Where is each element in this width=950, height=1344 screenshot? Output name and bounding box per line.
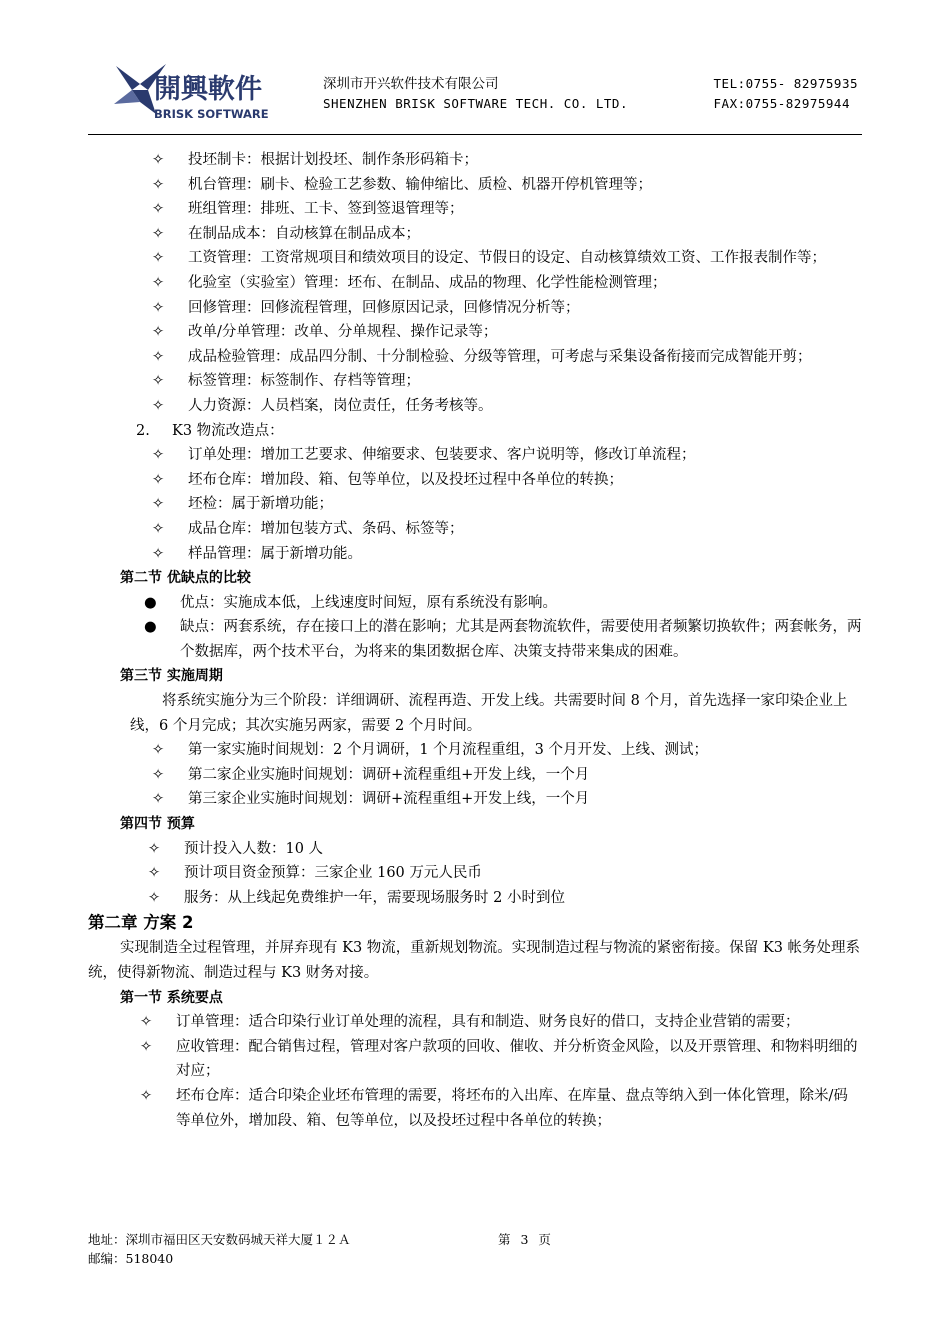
bullet-star-icon: ✧ [152, 791, 165, 808]
bullet-star-icon: ✧ [152, 373, 165, 390]
list-item-text: 工资管理：工资常规项目和绩效项目的设定、节假日的设定、自动核算绩效工资、工作报表制作等； [188, 250, 826, 267]
list-item-text: K3 物流改造点： [172, 422, 284, 439]
list-item [88, 492, 862, 517]
footer-postcode: 邮编：518040 [88, 1251, 174, 1266]
page-header [88, 58, 862, 135]
paragraph: 将系统实施分为三个阶段：详细调研、流程再造、开发上线。共需要时间 8 个月，首先选择一家印染企业上线，6 个月完成；其次实施另两家，需要 2 个月时间。 [130, 693, 848, 734]
bullet-star-icon: ✧ [152, 520, 165, 537]
list-item-text: 标签管理：标签制作、存档等管理； [188, 373, 420, 390]
bullet-star-icon: ✧ [152, 496, 165, 513]
list-item-text: 成品仓库：增加包装方式、条码、标签等； [188, 520, 464, 537]
list-item [88, 246, 862, 271]
list-item [88, 345, 862, 370]
bullet-star-icon: ✧ [140, 1014, 153, 1031]
list-item-text: 优点：实施成本低，上线速度时间短，原有系统没有影响。 [180, 594, 557, 611]
list-item-text: 订单管理：适合印染行业订单处理的流程，具有和制造、财务良好的借口，支持企业营销的需要； [176, 1014, 800, 1031]
list-item-text: 在制品成本：自动核算在制品成本； [188, 225, 420, 242]
paragraph: 实现制造全过程管理，并屏弃现有 K3 物流，重新规划物流。实现制造过程与物流的紧密衔接。保留 K3 帐务处理系统，使得新物流、制造过程与 K3 财务对接。 [88, 940, 861, 981]
list-item [88, 173, 862, 198]
list-item [88, 271, 862, 296]
list-item-text: 预计投入人数：10 人 [184, 840, 324, 857]
list-item [88, 222, 862, 247]
bullet-star-icon: ✧ [152, 742, 165, 759]
list-item-text: 预计项目资金预算：三家企业 160 万元人民币 [184, 865, 482, 882]
list-item [88, 394, 862, 419]
logo-subtitle: BRISK SOFTWARE [154, 107, 269, 121]
list-item [88, 861, 862, 886]
bullet-dot-icon: ● [144, 619, 157, 636]
list-item [88, 517, 862, 542]
list-item [88, 197, 862, 222]
bullet-star-icon: ✧ [152, 201, 165, 218]
bullet-dot-icon: ● [144, 594, 157, 611]
bullet-star-icon: ✧ [152, 348, 165, 365]
bullet-star-icon: ✧ [148, 865, 161, 882]
list-item-text: 坯检：属于新增功能； [188, 496, 333, 513]
bullet-star-icon: ✧ [152, 766, 165, 783]
chapter-heading: 第二章 方案 2 [88, 913, 194, 933]
list-item [88, 1084, 862, 1133]
list-item-text: 样品管理：属于新增功能。 [188, 545, 362, 562]
section-heading: 第四节 预算 [120, 816, 195, 833]
list-item [88, 468, 862, 493]
page-footer [88, 1230, 862, 1268]
list-item-text: 化验室（实验室）管理：坯布、在制品、成品的物理、化学性能检测管理； [188, 274, 667, 291]
list-item-text: 第二家企业实施时间规划：调研+流程重组+开发上线，一个月 [188, 766, 590, 783]
list-item-text: 机台管理：刷卡、检验工艺参数、输伸缩比、质检、机器开停机管理等； [188, 176, 652, 193]
section-heading: 第三节 实施周期 [120, 668, 223, 685]
bullet-star-icon: ✧ [152, 397, 165, 414]
fax-number: FAX:0755-82975944 [713, 96, 850, 111]
list-item-text: 第三家企业实施时间规划：调研+流程重组+开发上线，一个月 [188, 791, 590, 808]
list-item-text: 改单/分单管理：改单、分单规程、操作记录等； [188, 324, 498, 341]
list-item [88, 320, 862, 345]
list-item [88, 591, 862, 616]
list-item [88, 763, 862, 788]
bullet-star-icon: ✧ [152, 447, 165, 464]
list-item [88, 837, 862, 862]
list-item [88, 615, 862, 664]
bullet-star-icon: ✧ [148, 840, 161, 857]
logo-text: 開興軟件 [154, 74, 262, 105]
list-item-text: 服务：从上线起免费维护一年，需要现场服务时 2 小时到位 [184, 889, 565, 906]
footer-address: 地址：深圳市福田区天安数码城天祥大厦１２Ａ [88, 1232, 351, 1247]
bullet-star-icon: ✧ [140, 1038, 153, 1055]
page-number: 第 3 页 [498, 1232, 554, 1247]
list-item-text: 投坯制卡：根据计划投坯、制作条形码箱卡； [188, 152, 478, 168]
company-name-en: SHENZHEN BRISK SOFTWARE TECH. CO. LTD. [323, 96, 628, 111]
contact-info [714, 74, 858, 114]
tel-number: TEL:0755- 82975935 [713, 76, 858, 91]
bullet-star-icon: ✧ [152, 176, 165, 193]
list-item [88, 542, 862, 567]
bullet-star-icon: ✧ [152, 152, 165, 168]
bullet-star-icon: ✧ [152, 299, 165, 316]
list-item [88, 419, 862, 444]
bullet-star-icon: ✧ [148, 889, 161, 906]
section-heading: 第二节 优缺点的比较 [120, 570, 251, 587]
bullet-star-icon: ✧ [152, 250, 165, 267]
company-name-cn: 深圳市开兴软件技术有限公司 [323, 76, 499, 92]
bullet-star-icon: ✧ [152, 471, 165, 488]
list-item [88, 369, 862, 394]
brisk-logo [110, 62, 290, 126]
company-name [323, 74, 628, 114]
list-item [88, 443, 862, 468]
list-item-text: 订单处理：增加工艺要求、伸缩要求、包装要求、客户说明等，修改订单流程； [188, 447, 696, 464]
bullet-star-icon: ✧ [152, 324, 165, 341]
bullet-star-icon: ✧ [152, 545, 165, 562]
list-item-text: 坯布仓库：增加段、箱、包等单位，以及投坯过程中各单位的转换； [188, 471, 623, 488]
bullet-star-icon: ✧ [152, 225, 165, 242]
list-item-text: 应收管理：配合销售过程，管理对客户款项的回收、催收、并分析资金风险，以及开票管理、和物料明细的对应； [176, 1038, 858, 1080]
list-item [88, 738, 862, 763]
list-item-text: 成品检验管理：成品四分制、十分制检验、分级等管理，可考虑与采集设备衔接而完成智能开剪； [188, 348, 812, 365]
list-item-text: 坯布仓库：适合印染企业坯布管理的需要，将坯布的入出库、在库量、盘点等纳入到一体化管理，除米/码等单位外，增加段、箱、包等单位，以及投坯过程中各单位的转换； [176, 1087, 848, 1129]
list-item [88, 886, 862, 911]
list-item [88, 148, 862, 173]
list-item [88, 296, 862, 321]
bullet-star-icon: ✧ [152, 274, 165, 291]
list-item-text: 缺点：两套系统，存在接口上的潜在影响；尤其是两套物流软件，需要使用者频繁切换软件；两套帐务，两个数据库，两个技术平台，为将来的集团数据仓库、决策支持带来集成的困难。 [180, 619, 862, 660]
section-heading: 第一节 系统要点 [120, 989, 223, 1006]
list-item-text: 人力资源：人员档案，岗位责任，任务考核等。 [188, 397, 493, 414]
list-item [88, 787, 862, 812]
document-body [88, 148, 862, 1133]
list-item [88, 1010, 862, 1035]
list-number: 2. [136, 422, 150, 439]
bullet-star-icon: ✧ [140, 1087, 153, 1104]
list-item-text: 班组管理：排班、工卡、签到签退管理等； [188, 201, 464, 218]
list-item-text: 回修管理：回修流程管理，回修原因记录，回修情况分析等； [188, 299, 580, 316]
list-item [88, 1035, 862, 1084]
list-item-text: 第一家实施时间规划：2 个月调研，1 个月流程重组，3 个月开发、上线、测试； [188, 742, 709, 759]
